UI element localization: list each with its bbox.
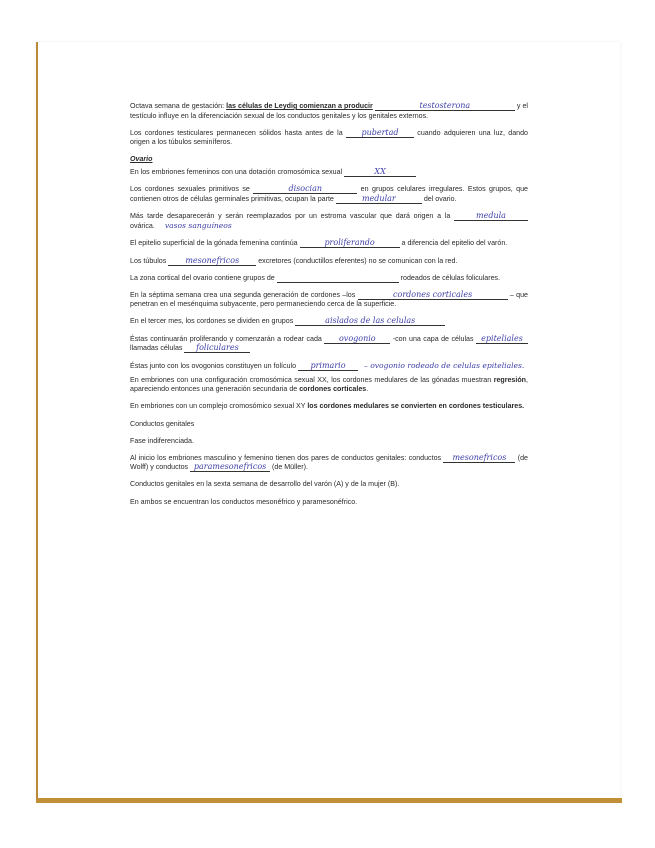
text: Éstas continuarán proliferando y comenzarán a rodear cada bbox=[130, 334, 325, 343]
handwritten-answer: XX bbox=[374, 166, 386, 176]
answer-blank[interactable] bbox=[190, 463, 270, 472]
worksheet-text bbox=[130, 102, 528, 515]
text: . bbox=[366, 385, 369, 394]
paragraph-estroma bbox=[130, 212, 528, 232]
paragraph-septima-semana bbox=[130, 291, 528, 310]
handwritten-answer: paramesonefricos bbox=[193, 462, 267, 472]
handwritten-answer: proliferando bbox=[324, 238, 375, 248]
text: – que penetran en el mesénquima subyacente, pero permaneciendo cerca de la superficie. bbox=[130, 290, 528, 309]
answer-blank[interactable] bbox=[298, 362, 358, 371]
paragraph-epitelio bbox=[130, 239, 528, 249]
label-fase-indiferenciada: Fase indiferenciada. bbox=[130, 436, 194, 445]
text: En los embriones femeninos con una dotación cromosómica sexual bbox=[130, 167, 345, 176]
text: Al inicio los embriones masculino y femenino tienen dos pares de conductos genitales: conductos bbox=[130, 453, 444, 462]
handwritten-answer: pubertad bbox=[361, 127, 399, 137]
handwritten-answer: mesonefricos bbox=[185, 255, 240, 265]
paragraph-foliculo bbox=[130, 361, 528, 372]
text: Los cordones sexuales primitivos se bbox=[130, 185, 254, 194]
text: -con una capa de células bbox=[390, 334, 476, 343]
paragraph-zona-cortical bbox=[130, 274, 528, 284]
text: En la séptima semana crea una segunda generación de cordones –los bbox=[130, 290, 358, 299]
page-left-edge bbox=[36, 42, 38, 802]
text: La zona cortical del ovario contiene grupos de bbox=[130, 273, 277, 282]
answer-blank[interactable] bbox=[295, 317, 445, 326]
answer-blank[interactable] bbox=[358, 291, 508, 300]
handwritten-answer: testosterona bbox=[419, 101, 471, 110]
paragraph-config-xx bbox=[130, 376, 528, 395]
paragraph-tercer-mes bbox=[130, 317, 528, 327]
paragraph-tubulos bbox=[130, 257, 528, 267]
text: Los cordones testiculares permanecen sólidos hasta antes de la bbox=[130, 128, 346, 137]
text: Éstas junto con los ovogonios constituyen un folículo bbox=[130, 362, 298, 371]
paragraph-cordones-testiculares bbox=[130, 129, 528, 148]
text: Los túbulos bbox=[130, 256, 169, 265]
text: en grupos celulares irregulares. Estos grupos, que contienen otros de células germinales primitivas, ocupan la parte bbox=[130, 185, 528, 203]
answer-blank[interactable] bbox=[300, 239, 400, 248]
paragraph-xx bbox=[130, 168, 528, 178]
paragraph-leydig bbox=[130, 102, 528, 121]
text: En embriones con un complejo cromosómico sexual XY bbox=[130, 402, 308, 411]
paragraph-config-xy bbox=[130, 402, 528, 412]
text: , apareciendo entonces una generación secundaria de bbox=[130, 375, 528, 394]
handwritten-note: vasos sanguíneos bbox=[164, 221, 232, 231]
emphasis-text: regresión bbox=[493, 375, 527, 384]
text: (de Müller). bbox=[270, 463, 308, 472]
text: Más tarde desaparecerán y serán reemplazados por un estroma vascular que dará origen a la bbox=[130, 211, 454, 220]
label-conductos-genitales: Conductos genitales bbox=[130, 419, 195, 428]
answer-blank[interactable] bbox=[454, 212, 528, 221]
handwritten-note: – ovogonio rodeado de celulas epiteliales. bbox=[363, 361, 525, 371]
text: (de Wolff) y conductos bbox=[130, 453, 528, 472]
paragraph-conductos bbox=[130, 454, 528, 473]
emphasis-text: los cordones medulares se convierten en cordones testiculares. bbox=[307, 402, 525, 411]
answer-blank[interactable] bbox=[324, 335, 390, 344]
section-heading: Ovario bbox=[130, 155, 153, 164]
handwritten-answer: epiteliales bbox=[481, 333, 523, 343]
emphasis-text: las células de Leydig comienzan a producir bbox=[226, 102, 373, 110]
answer-blank[interactable] bbox=[344, 168, 416, 177]
text: excretores (conductillos eferentes) no se comunican con la red. bbox=[256, 256, 458, 265]
text: cuando adquieren una luz, dando origen a los túbulos seminíferos. bbox=[130, 128, 528, 147]
handwritten-answer: cordones corticales bbox=[393, 289, 473, 299]
answer-blank[interactable] bbox=[168, 257, 256, 266]
answer-blank[interactable] bbox=[336, 195, 422, 204]
text: a diferencia del epitelio del varón. bbox=[399, 239, 508, 248]
handwritten-answer: disocian bbox=[288, 184, 323, 194]
paragraph-ambos: En ambos se encuentran los conductos mesonéfrico y paramesonéfrico. bbox=[130, 497, 358, 506]
handwritten-answer: medular bbox=[361, 193, 396, 203]
paragraph-proliferando bbox=[130, 335, 528, 354]
paragraph-sexta-semana: Conductos genitales en la sexta semana de desarrollo del varón (A) y de la mujer (B). bbox=[130, 480, 400, 489]
handwritten-answer: ovogonio bbox=[338, 333, 376, 343]
text: rodeados de células foliculares. bbox=[398, 273, 501, 282]
emphasis-text: cordones corticales bbox=[299, 385, 367, 394]
text: ovárica. bbox=[130, 222, 155, 231]
paragraph-cordones-sexuales bbox=[130, 185, 528, 204]
text: En el tercer mes, los cordones se dividen en grupos bbox=[130, 317, 296, 326]
answer-blank[interactable] bbox=[443, 454, 515, 463]
text: El epitelio superficial de la gónada femenina continúa bbox=[130, 239, 300, 248]
text: y el testículo influye en la diferenciación sexual de los conductos genitales y los genitales externos. bbox=[130, 102, 528, 120]
page-bottom-edge bbox=[36, 798, 622, 803]
handwritten-answer: medula bbox=[476, 210, 506, 220]
text: En embriones con una configuración cromosómica sexual XX, los cordones medulares de las gónadas muestran bbox=[130, 375, 494, 384]
answer-blank[interactable] bbox=[346, 129, 414, 138]
handwritten-answer: aislados de las celulas bbox=[325, 316, 416, 326]
text: llamadas células bbox=[130, 344, 185, 353]
text: Octava semana de gestación: bbox=[130, 102, 227, 110]
handwritten-answer: primario bbox=[310, 361, 346, 371]
answer-blank[interactable] bbox=[476, 335, 528, 344]
handwritten-answer: foliculares bbox=[196, 343, 239, 353]
answer-blank[interactable] bbox=[277, 274, 399, 283]
text: del ovario. bbox=[421, 194, 457, 203]
handwritten-answer: mesonefricos bbox=[452, 452, 507, 462]
answer-blank[interactable] bbox=[375, 102, 515, 111]
answer-blank[interactable] bbox=[184, 344, 250, 353]
answer-blank[interactable] bbox=[253, 185, 357, 194]
